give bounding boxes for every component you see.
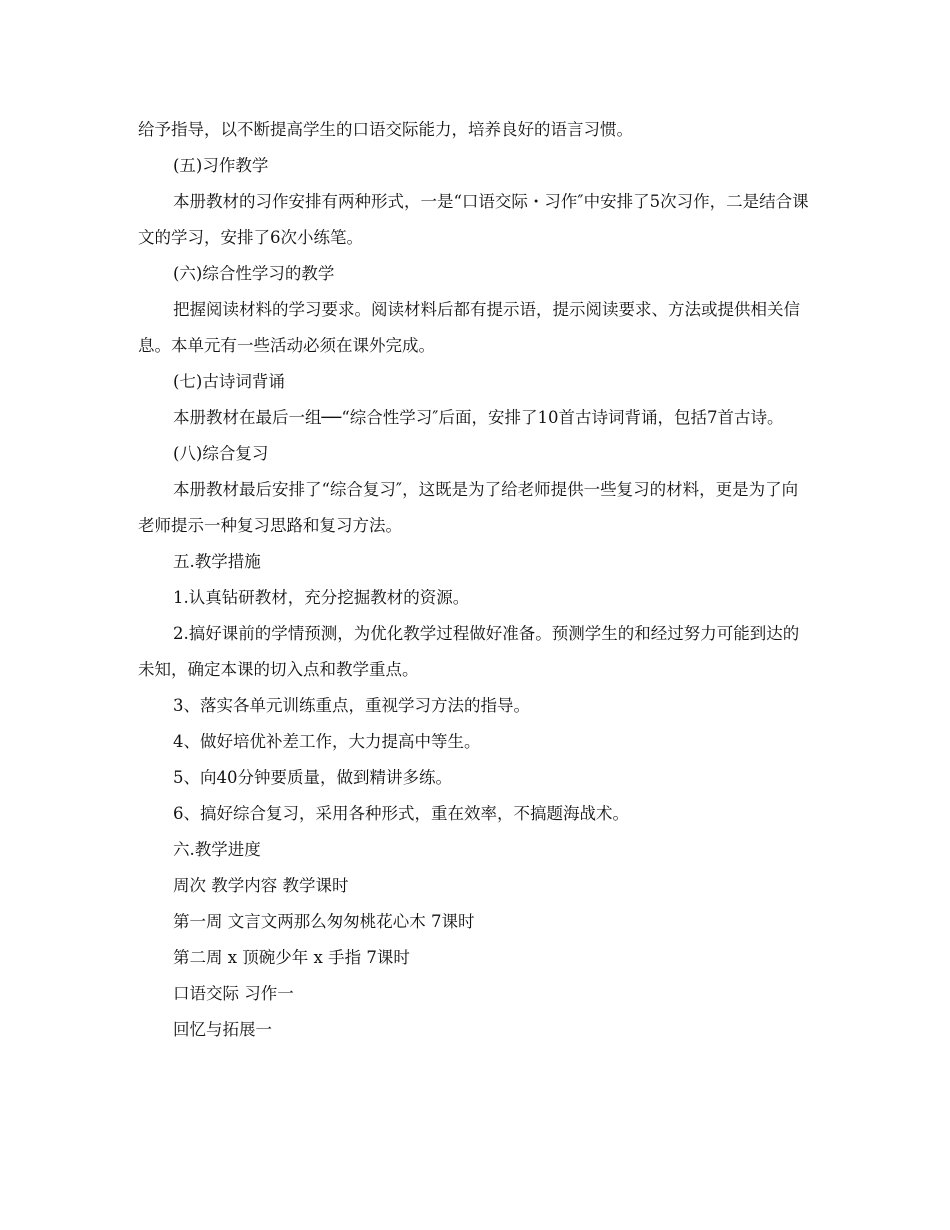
measure-item-5: 5、向40分钟要质量，做到精讲多练。 — [173, 768, 452, 787]
schedule-row-oral-writing: 口语交际 习作一 — [173, 984, 294, 1003]
measure-item-2: 2.搞好课前的学情预测，为优化教学过程做好准备。预测学生的和经过努力可能到达的未知，确定本课的切入点和教学重点。 — [138, 624, 800, 679]
paragraph-continuation: 给予指导，以不断提高学生的口语交际能力，培养良好的语言习惯。 — [138, 120, 633, 139]
schedule-row-week-2: 第二周 x 顶碗少年 x 手指 7课时 — [173, 948, 410, 967]
measure-item-4: 4、做好培优补差工作，大力提高中等生。 — [173, 732, 481, 751]
schedule-header: 周次 教学内容 教学课时 — [173, 876, 349, 895]
measure-item-3: 3、落实各单元训练重点，重视学习方法的指导。 — [173, 696, 530, 715]
section-heading-comprehensive-learning: (六)综合性学习的教学 — [173, 264, 335, 283]
measure-item-6: 6、搞好综合复习，采用各种形式，重在效率，不搞题海战术。 — [173, 804, 629, 823]
schedule-row-week-1: 第一周 文言文两那么匆匆桃花心木 7课时 — [173, 912, 475, 931]
section-heading-writing: (五)习作教学 — [173, 156, 269, 175]
paragraph-writing: 本册教材的习作安排有两种形式，一是“口语交际・习作″中安排了5次习作，二是结合课文的学习，安排了6次小练笔。 — [138, 192, 809, 247]
section-heading-poetry: (七)古诗词背诵 — [173, 372, 285, 391]
paragraph-review: 本册教材最后安排了“综合复习″，这既是为了给老师提供一些复习的材料，更是为了向老师提示一种复习思路和复习方法。 — [138, 480, 799, 535]
schedule-row-review: 回忆与拓展一 — [173, 1020, 272, 1039]
section-heading-review: (八)综合复习 — [173, 444, 269, 463]
section-heading-teaching-measures: 五.教学措施 — [173, 552, 261, 571]
paragraph-poetry: 本册教材在最后一组──“综合性学习″后面，安排了10首古诗词背诵，包括7首古诗。 — [173, 408, 784, 427]
measure-item-1: 1.认真钻研教材，充分挖掘教材的资源。 — [173, 588, 470, 607]
section-heading-teaching-schedule: 六.教学进度 — [173, 840, 261, 859]
paragraph-comprehensive-learning: 把握阅读材料的学习要求。阅读材料后都有提示语，提示阅读要求、方法或提供相关信息。本单元有一些活动必须在课外完成。 — [138, 300, 800, 355]
